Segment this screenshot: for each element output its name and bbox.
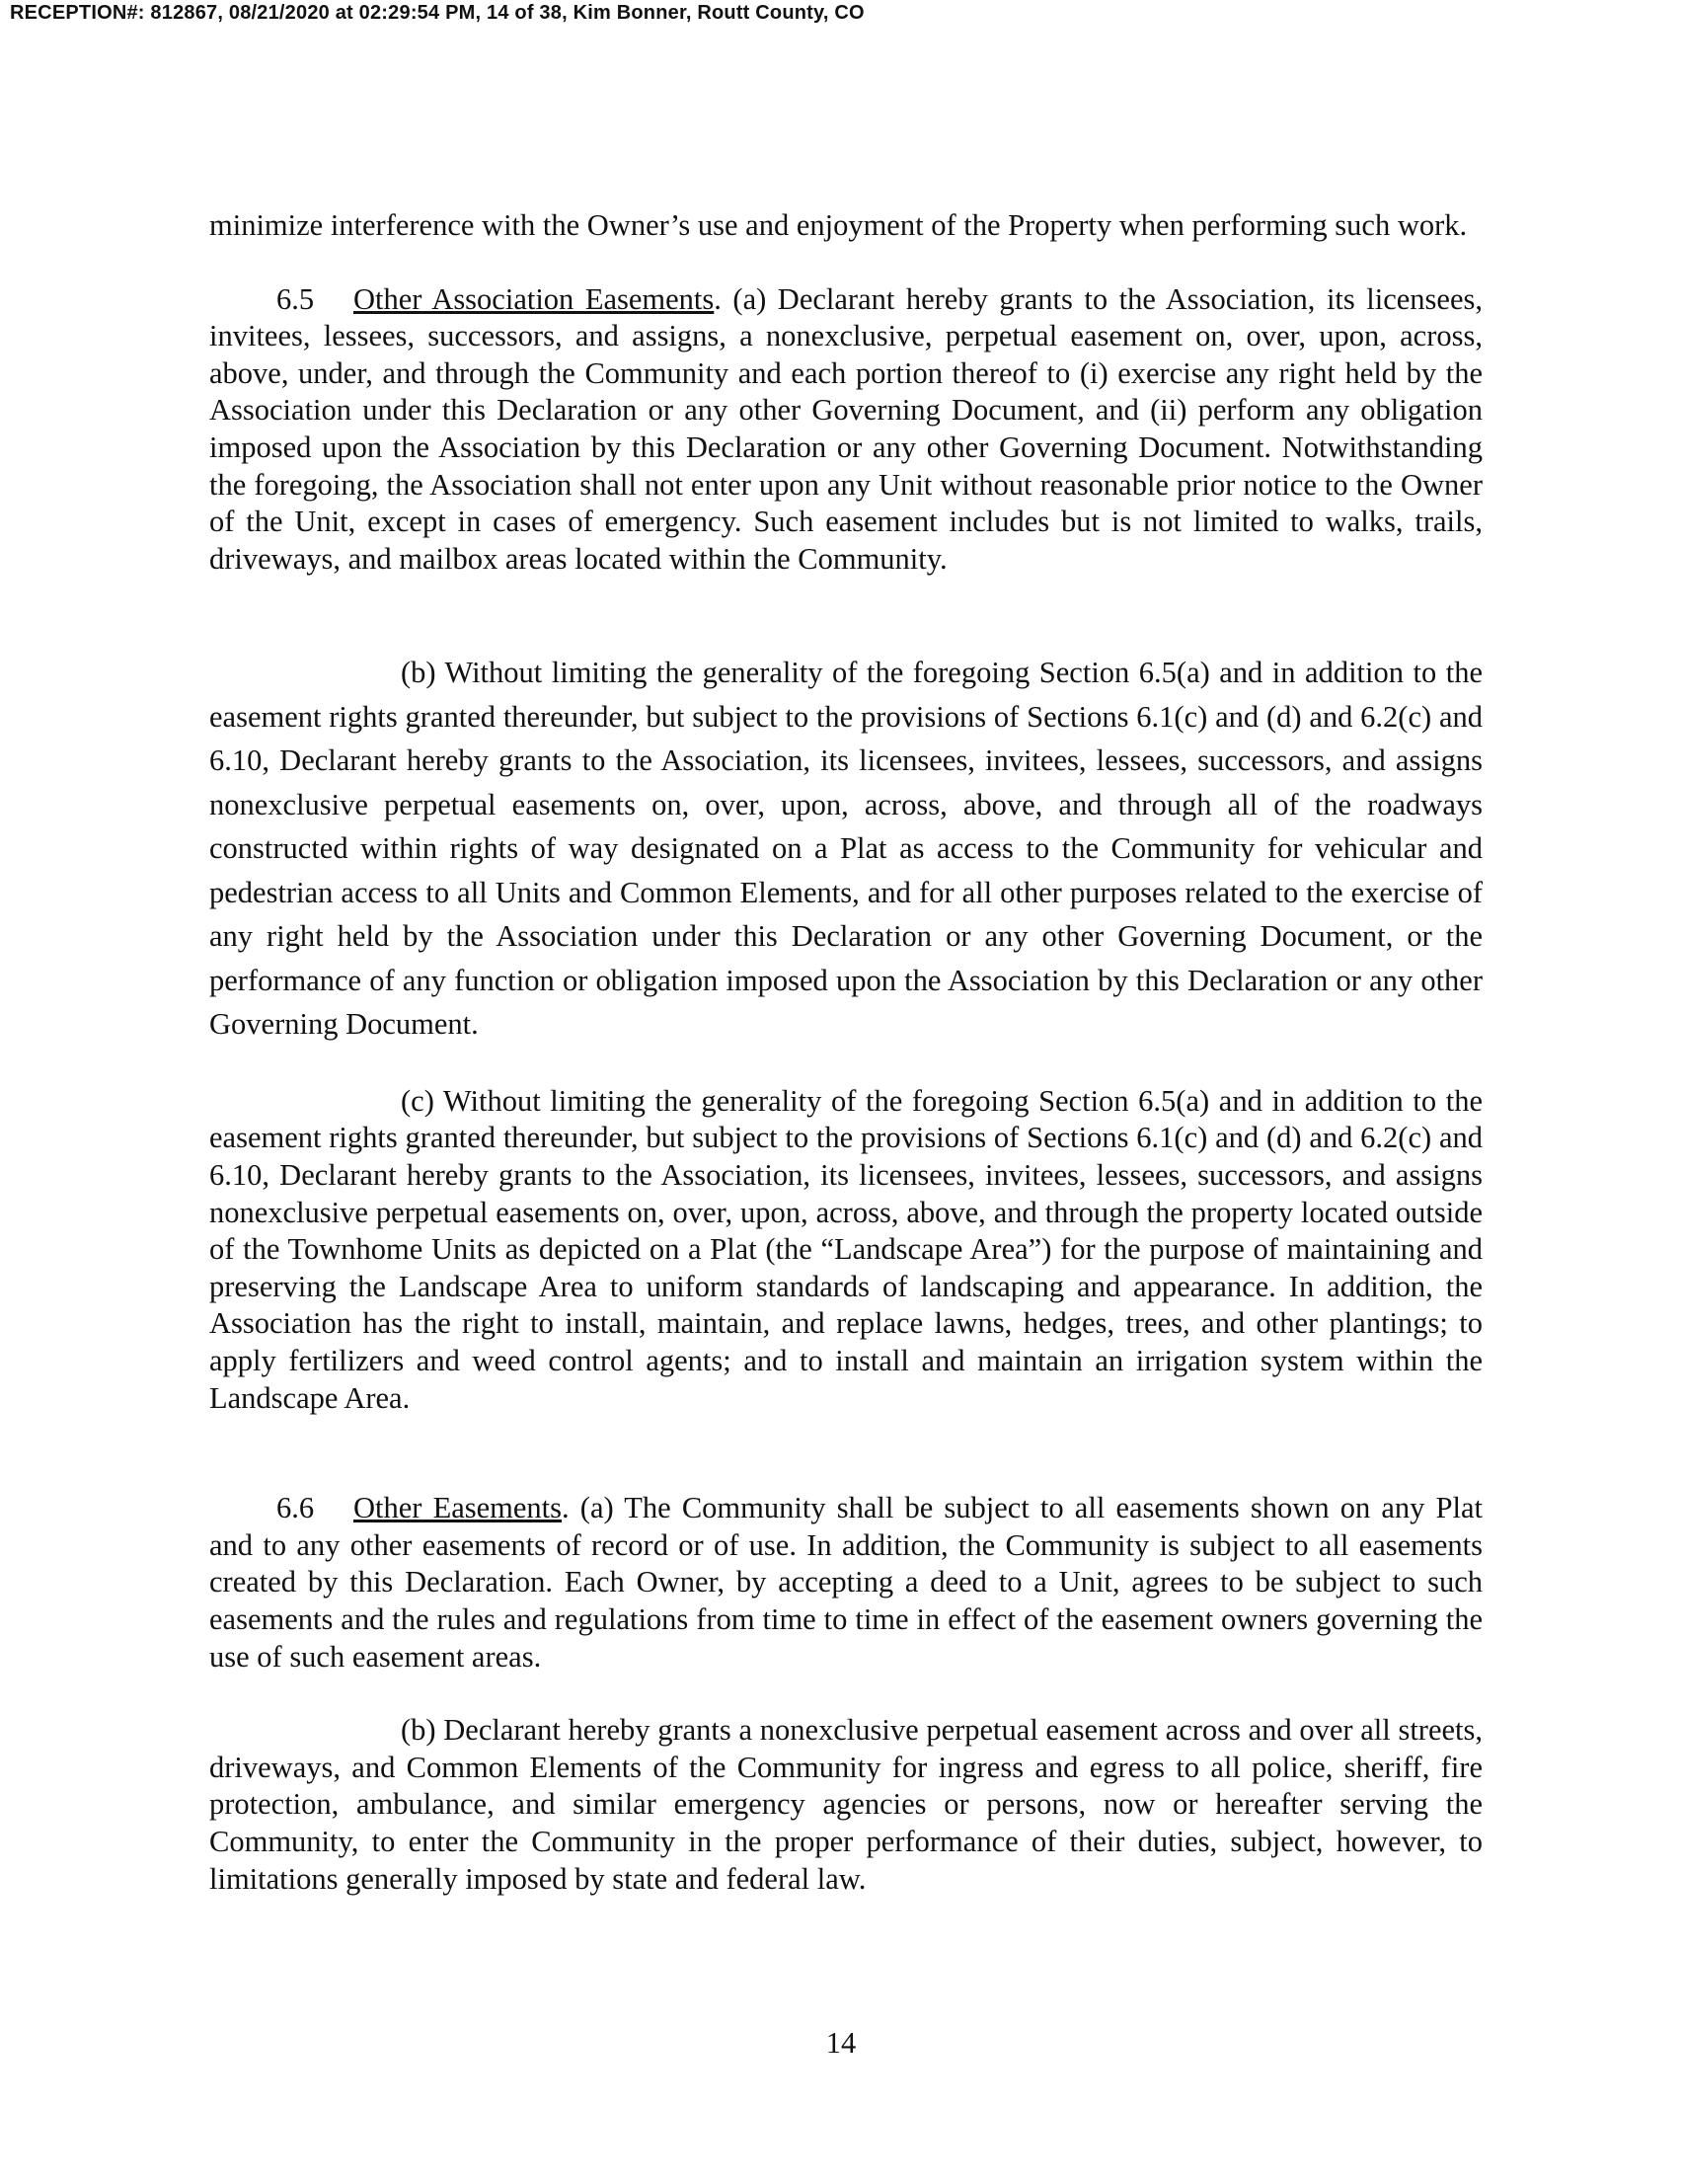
section-6-6-paragraph-a — [209, 1490, 1483, 1676]
paragraph-gap — [209, 1417, 1483, 1490]
section-text: . (a) Declarant hereby grants to the Association, its licensees, invitees, lessees, successors, and assigns, a nonexclusive, perpetual easement on, over, upon, across, above, under, and through the Community and each portion thereof to (i) exercise any right held by the Association under this Declaration or any other Governing Document, and (ii) perform any obligation imposed upon the Association by this Declaration or any other Governing Document. Notwithstanding the foregoing, the Association shall not enter upon any Unit without reasonable prior notice to the Owner of the Unit, except in cases of emergency. Such easement includes but is not limited to walks, trails, driveways, and mailbox areas located within the Community. — [209, 281, 1483, 576]
section-6-5-paragraph-c: (c) Without limiting the generality of the foregoing Section 6.5(a) and in addition to the easement rights granted thereunder, but subject to the provisions of Sections 6.1(c) and (d) and 6.2(c) and 6.10, Declarant hereby grants to the Association, its licensees, invitees, lessees, successors, and assigns nonexclusive perpetual easements on, over, upon, across, above, and through the property located outside of the Townhome Units as depicted on a Plat (the “Landscape Area”) for the purpose of maintaining and preserving the Landscape Area to uniform standards of landscaping and appearance. In addition, the Association has the right to install, maintain, and replace lawns, hedges, trees, and other plantings; to apply fertilizers and weed control agents; and to install and maintain an irrigation system within the Landscape Area. — [209, 1083, 1483, 1415]
section-number: 6.5 — [276, 281, 315, 316]
section-6-5-paragraph-b: (b) Without limiting the generality of the foregoing Section 6.5(a) and in addition to the easement rights granted thereunder, but subject to the provisions of Sections 6.1(c) and (d) and 6.2(c) and 6.10, Declarant hereby grants to the Association, its licensees, invitees, lessees, successors, and assigns nonexclusive perpetual easements on, over, upon, across, above, and through all of the roadways constructed within rights of way designated on a Plat as access to the Community for vehicular and pedestrian access to all Units and Common Elements, and for all other purposes related to the exercise of any right held by the Association under this Declaration or any other Governing Document, or the performance of any function or obligation imposed upon the Association by this Declaration or any other Governing Document. — [209, 656, 1483, 1042]
paragraph-gap — [209, 245, 1483, 281]
document-body — [209, 207, 1483, 1898]
section-title: Other Easements — [353, 1491, 563, 1525]
section-6-5-paragraph-a — [209, 281, 1483, 579]
section-6-6-paragraph-b: (b) Declarant hereby grants a nonexclusive perpetual easement across and over all streets, driveways, and Common Elements of the Community for ingress and egress to all police, sheriff, fire protection, ambulance, and similar emergency agencies or persons, now or hereafter serving the Community, to enter the Community in the proper performance of their duties, subject, however, to limitations generally imposed by state and federal law. — [209, 1713, 1483, 1896]
section-title: Other Association Easements — [353, 281, 715, 316]
continuation-paragraph: minimize interference with the Owner’s use and enjoyment of the Property when performing such work. — [209, 208, 1468, 242]
section-number: 6.6 — [276, 1491, 315, 1525]
paragraph-gap — [209, 1047, 1483, 1083]
paragraph-gap — [209, 578, 1483, 651]
paragraph-gap — [209, 1676, 1483, 1712]
page-number: 14 — [825, 2026, 857, 2060]
recording-stamp: RECEPTION#: 812867, 08/21/2020 at 02:29:54 PM, 14 of 38, Kim Bonner, Routt County, CO — [10, 2, 865, 24]
section-text: . (a) The Community shall be subject to all easements shown on any Plat and to any other easements of record or of use. In addition, the Community is subject to all easements created by this Declaration. Each Owner, by accepting a deed to a Unit, agrees to be subject to such easements and the rules and regulations from time to time in effect of the easement owners governing the use of such easement areas. — [209, 1491, 1484, 1674]
